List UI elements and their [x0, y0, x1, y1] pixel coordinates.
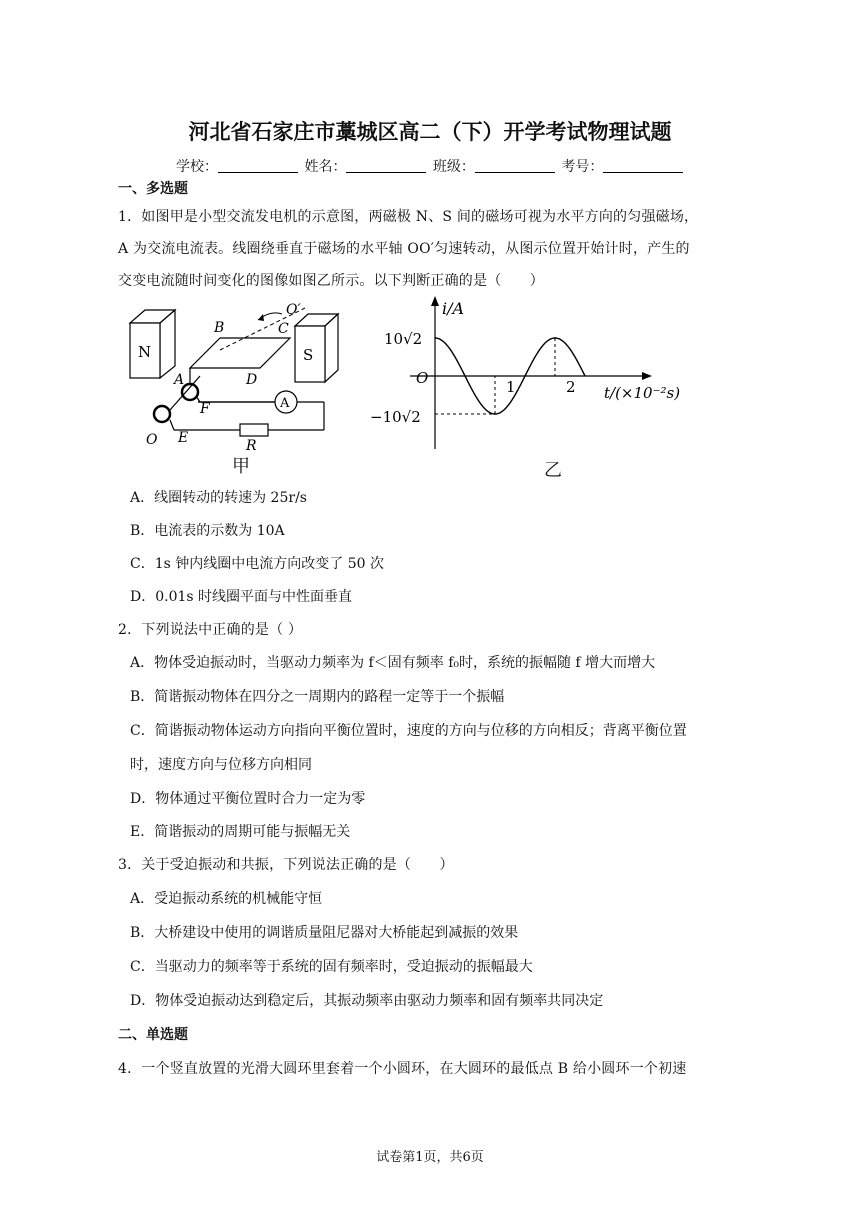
q1-stem-line: 1．如图甲是小型交流发电机的示意图，两磁极 N、S 间的磁场可视为水平方向的匀强磁场， — [118, 209, 699, 225]
label-f: F — [200, 401, 210, 417]
q3-option-c[interactable]: C．当驱动力的频率等于系统的固有频率时，受迫振动的振幅最大 — [130, 959, 533, 975]
name-label: 姓名： — [304, 159, 347, 175]
coil — [190, 338, 290, 368]
slip-ring-b — [154, 406, 170, 422]
q2-option-a[interactable]: A．物体受迫振动时，当驱动力频率为 f＜固有频率 f₀时，系统的振幅随 f 增大而增大 — [130, 655, 656, 671]
resistor — [240, 424, 268, 436]
label-a: A — [174, 372, 185, 388]
label-c: C — [278, 321, 289, 337]
x-tick-label-1: 1 — [506, 378, 516, 396]
section-heading-single-choice: 二、单选题 — [118, 1027, 188, 1043]
section-heading-multiple-choice: 一、多选题 — [118, 181, 188, 197]
q2-option-e[interactable]: E．简谐振动的周期可能与振幅无关 — [130, 824, 351, 840]
class-label: 班级： — [432, 159, 475, 175]
label-b: B — [214, 320, 225, 336]
label-n: N — [138, 343, 152, 361]
slip-ring-a — [182, 384, 198, 400]
q2-option-b[interactable]: B．简谐振动物体在四分之一周期内的路程一定等于一个振幅 — [130, 689, 505, 705]
q2-option-d[interactable]: D．物体通过平衡位置时合力一定为零 — [130, 791, 366, 807]
q3-option-d[interactable]: D．物体受迫振动达到稳定后，其振动频率由驱动力频率和固有频率共同决定 — [130, 993, 604, 1009]
q1-stem-line: 交变电流随时间变化的图像如图乙所示。以下判断正确的是（ ） — [118, 273, 544, 289]
label-d: D — [246, 372, 258, 388]
current-time-chart — [360, 294, 700, 454]
q1-option-b[interactable]: B．电流表的示数为 10A — [130, 523, 285, 539]
q4-stem-line: 4．一个竖直放置的光滑大圆环里套着一个小圆环，在大圆环的最低点 B 给小圆环一个初速 — [118, 1061, 687, 1077]
y-axis-arrow — [431, 296, 439, 306]
y-axis-label: i/A — [442, 299, 465, 318]
student-info-line — [176, 156, 685, 176]
label-o-prime: O′ — [286, 302, 301, 318]
x-axis-arrow — [642, 372, 652, 380]
magnet-s — [295, 314, 338, 382]
q1-option-a[interactable]: A．线圈转动的转速为 25r/s — [130, 490, 307, 506]
school-label: 学校： — [176, 159, 218, 175]
q3-stem: 3．关于受迫振动和共振，下列说法正确的是（ ） — [118, 857, 454, 873]
page-title: 河北省石家庄市藁城区高二（下）开学考试物理试题 — [188, 120, 672, 144]
figure-caption-yi: 乙 — [544, 460, 562, 481]
q2-stem: 2．下列说法中正确的是（ ） — [118, 622, 303, 638]
label-s: S — [303, 346, 314, 364]
x-axis-label: t/(×10⁻²s) — [604, 384, 681, 402]
label-ammeter: A — [280, 396, 290, 411]
q2-option-c-continued[interactable]: 时，速度方向与位移方向相同 — [130, 757, 312, 773]
generator-diagram — [120, 298, 340, 458]
label-o: O — [146, 432, 158, 448]
origin-label: O — [416, 369, 429, 387]
q1-option-c[interactable]: C．1s 钟内线圈中电流方向改变了 50 次 — [130, 556, 384, 572]
name-blank[interactable] — [346, 158, 426, 173]
y-tick-label-max: 10√2 — [384, 330, 423, 348]
exam-number-label: 考号： — [561, 159, 604, 175]
label-e: E — [178, 430, 189, 446]
school-blank[interactable] — [218, 158, 298, 173]
class-blank[interactable] — [475, 158, 555, 173]
magnet-n — [130, 310, 175, 378]
figure-caption-jia: 甲 — [232, 456, 250, 477]
x-tick-label-2: 2 — [566, 378, 576, 396]
q1-stem-line: A 为交流电流表。线圈绕垂直于磁场的水平轴 OO′匀速转动，从图示位置开始计时，产生的 — [118, 241, 690, 257]
y-tick-label-min: −10√2 — [370, 408, 421, 426]
page-footer: 试卷第1页，共6页 — [376, 1150, 484, 1165]
q3-option-b[interactable]: B．大桥建设中使用的调谐质量阻尼器对大桥能起到减振的效果 — [130, 925, 519, 941]
q2-option-c[interactable]: C．简谐振动物体运动方向指向平衡位置时，速度的方向与位移的方向相反；背离平衡位置 — [130, 723, 687, 739]
exam-number-blank[interactable] — [603, 158, 683, 173]
q1-option-d[interactable]: D．0.01s 时线圈平面与中性面垂直 — [130, 589, 353, 605]
label-r: R — [246, 438, 257, 454]
q3-option-a[interactable]: A．受迫振动系统的机械能守恒 — [130, 891, 323, 907]
